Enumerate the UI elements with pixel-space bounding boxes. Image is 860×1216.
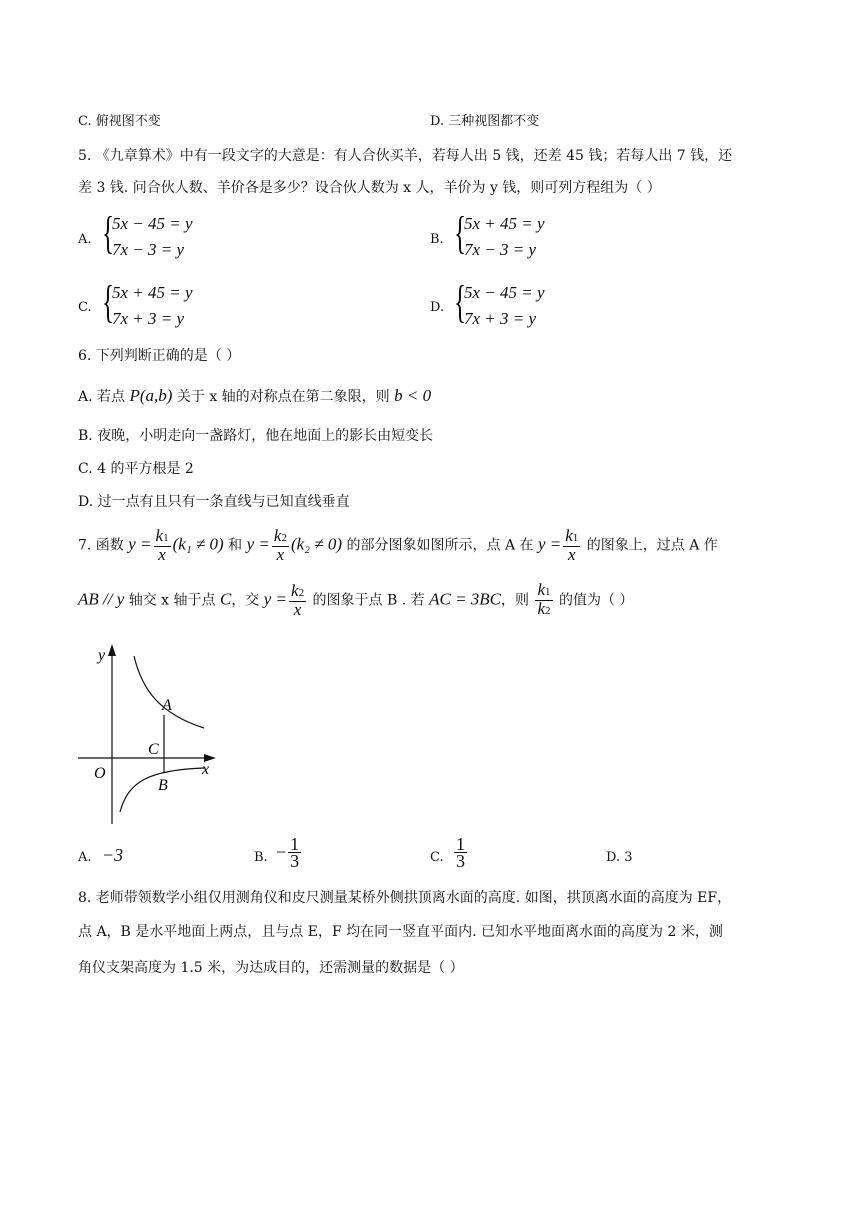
k2-subscript: 2 <box>281 532 287 544</box>
k1-subscript: 1 <box>545 586 551 598</box>
q7-option-d: D. 3 <box>606 850 633 865</box>
q6-option-d: D. 过一点有且只有一条直线与已知直线垂直 <box>78 494 350 510</box>
q5-option-a-eq1: 5x − 45 = y <box>112 214 193 233</box>
label-y: y <box>98 647 106 664</box>
k2-symbol: k <box>291 581 299 600</box>
q7-intro: 7. 函数 <box>78 537 129 554</box>
k1-subscript: 1 <box>163 532 169 544</box>
q7-ab-parallel-y: AB // y <box>78 589 125 609</box>
q7-fraction-k2-x <box>272 528 289 563</box>
q5-option-c-eq2: 7x + 3 = y <box>112 309 185 328</box>
fraction-numerator: 1 <box>290 834 300 854</box>
q7-option-b-value <box>276 836 303 869</box>
q5-option-b-eq2: 7x − 3 = y <box>464 240 537 259</box>
fraction-denominator: x <box>158 545 166 564</box>
curve-k1-over-x <box>134 656 204 728</box>
q7-fraction-k2-x-2 <box>289 583 306 618</box>
k2-subscript: 2 <box>298 587 305 599</box>
q5-option-c-label: C. <box>78 300 92 315</box>
label-point-c: C <box>148 741 159 758</box>
fraction-one-third <box>288 836 301 869</box>
q5-stem-line2: 差 3 钱. 问合伙人数、羊价各是多少？设合伙人数为 x 人，羊价为 y 钱，则可列方程组为（ ） <box>78 180 661 196</box>
q7-point-c: C <box>219 589 232 609</box>
q7-function-graph <box>72 640 232 830</box>
q6-option-a-point: P(a,b) <box>129 386 173 405</box>
q4-option-d: D. 三种视图都不变 <box>430 114 540 129</box>
label-origin: O <box>94 765 106 782</box>
fraction-denominator: x <box>276 545 285 564</box>
q6-option-c: C. 4 的平方根是 2 <box>78 461 194 477</box>
q7-condition-2: (k₂ ≠ 0) <box>290 534 343 554</box>
q7-text-6: 的图象于点 B . 若 <box>308 592 430 609</box>
q7-y-eq-4: y = <box>263 589 288 609</box>
brace-icon: { <box>454 207 467 258</box>
q7-text-8: 的值为（ ） <box>554 592 634 609</box>
q5-option-b-eq1: 5x + 45 = y <box>464 214 545 233</box>
q7-stem-line2 <box>78 582 633 619</box>
q8-stem-line1: 8. 老师带领数学小组仅用测角仪和皮尺测量某桥外侧拱顶离水面的高度. 如图，拱顶离水面的高度为 EF， <box>78 890 732 906</box>
brace-icon: { <box>102 276 115 327</box>
fraction-denominator: x <box>568 545 576 564</box>
q7-fraction-k1-x-2 <box>563 528 580 563</box>
q7-condition-1: (k₁ ≠ 0) <box>172 534 224 554</box>
q7-option-c-label: C. <box>430 850 444 865</box>
q7-y-eq-2: y = <box>246 534 270 554</box>
k1-subscript: 1 <box>572 532 579 544</box>
q7-option-a-label: A. <box>78 850 92 865</box>
q5-option-d-eq2: 7x + 3 = y <box>464 309 537 328</box>
brace-icon: { <box>454 276 467 327</box>
label-point-b: B <box>158 777 168 794</box>
q8-stem-line3: 角仪支架高度为 1.5 米，为达成目的，还需测量的数据是（ ） <box>78 960 464 976</box>
q7-y-eq-1: y = <box>128 534 152 554</box>
q5-option-a-label: A. <box>78 232 92 247</box>
k2-symbol: k <box>537 599 546 618</box>
q7-text-5: ，交 <box>231 592 264 609</box>
label-x: x <box>202 761 210 778</box>
q7-stem-line1 <box>78 528 718 563</box>
q6-option-a-middle: 关于 x 轴的对称点在第二象限，则 <box>172 389 395 405</box>
q6-option-a <box>78 386 431 407</box>
q7-fraction-k1-k2 <box>535 582 552 619</box>
q6-option-a-prefix: A. 若点 <box>78 389 130 405</box>
q8-stem-line2: 点 A，B 是水平地面上两点，且与点 E，F 均在同一竖直平面内. 已知水平地面离水面的高度为 2 米，测 <box>78 924 723 940</box>
q5-option-a-eq2: 7x − 3 = y <box>112 240 185 259</box>
q7-and: 和 <box>223 537 247 554</box>
k1-symbol: k <box>155 526 164 545</box>
label-point-a: A <box>162 697 172 714</box>
q7-text-4: 轴交 x 轴于点 <box>124 592 220 609</box>
fraction-denominator: x <box>293 600 302 619</box>
q7-text-7: ，则 <box>501 592 534 609</box>
q7-option-b-label: B. <box>254 850 268 865</box>
y-axis-arrow-icon <box>108 644 116 656</box>
q7-option-c-value <box>452 836 469 869</box>
k1-symbol: k <box>537 580 546 599</box>
q7-ac-eq-3bc: AC = 3BC <box>429 589 502 609</box>
q5-option-d-eq1: 5x − 45 = y <box>464 283 545 302</box>
q4-option-c: C. 俯视图不变 <box>78 114 161 129</box>
q5-option-d-label: D. <box>430 300 445 315</box>
q7-fraction-k1-x <box>154 528 171 563</box>
k2-symbol: k <box>273 526 282 545</box>
q5-stem-line1: 5. 《九章算术》中有一段文字的大意是：有人合伙买羊，若每人出 5 钱，还差 45 钱；若每人出 7 钱，还 <box>78 148 733 164</box>
q5-option-b-label: B. <box>430 232 444 247</box>
q7-y-eq-3: y = <box>537 534 562 554</box>
fraction-denominator: 3 <box>290 851 300 871</box>
q7-option-a-value: −3 <box>102 845 124 865</box>
brace-icon: { <box>102 207 115 258</box>
k2-subscript: 2 <box>545 605 551 617</box>
q7-text-3: 的图象上，过点 A 作 <box>582 537 718 554</box>
minus-sign: − <box>276 842 287 862</box>
q6-stem: 6. 下列判断正确的是（ ） <box>78 348 241 364</box>
q6-option-a-inequality: b < 0 <box>394 386 432 405</box>
fraction-denominator: 3 <box>456 851 465 871</box>
fraction-numerator: 1 <box>456 834 465 854</box>
q7-text-2: 的部分图象如图所示，点 A 在 <box>342 537 538 554</box>
k1-symbol: k <box>565 526 573 545</box>
q6-option-b: B. 夜晚，小明走向一盏路灯，他在地面上的影长由短变长 <box>78 428 434 444</box>
q5-option-c-eq1: 5x + 45 = y <box>112 283 193 302</box>
fraction-one-third <box>454 836 467 869</box>
